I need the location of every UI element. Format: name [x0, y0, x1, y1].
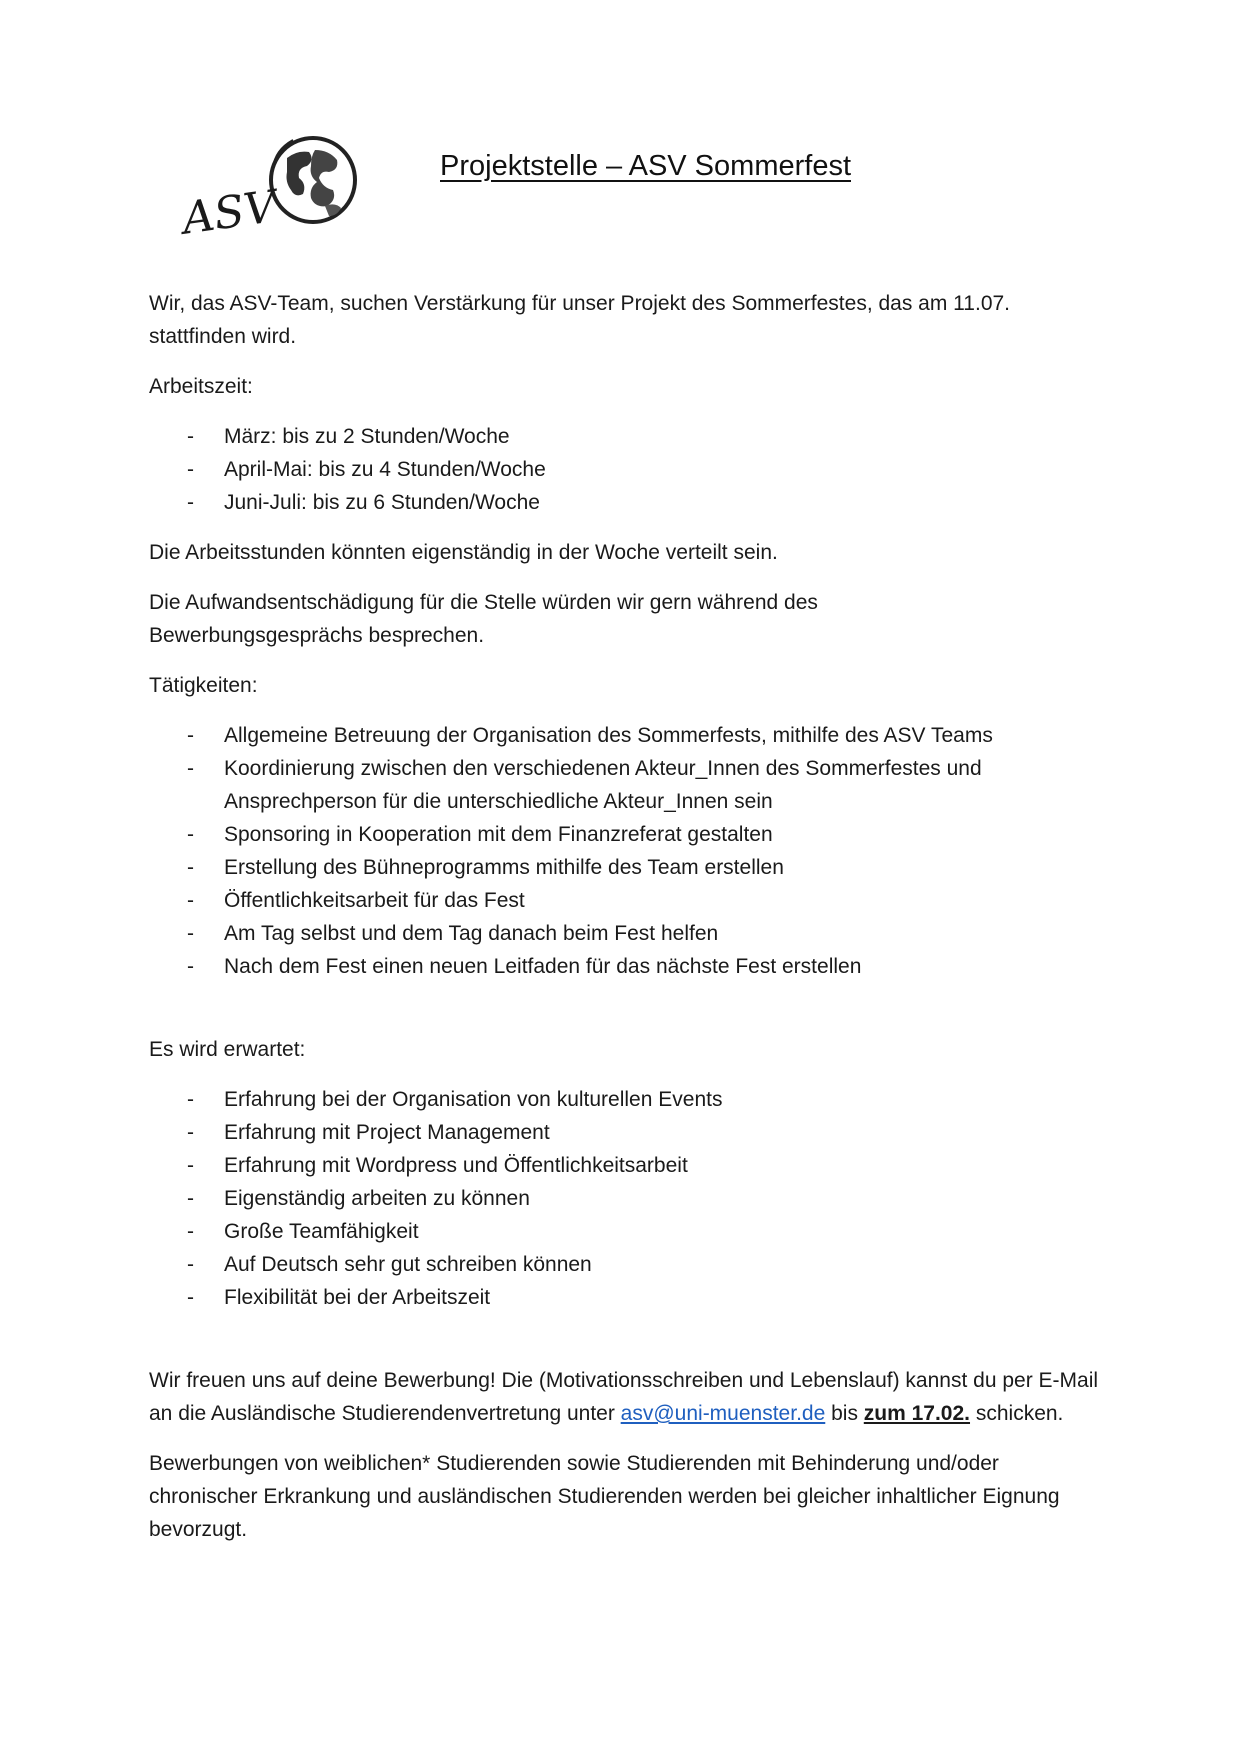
list-item: - Flexibilität bei der Arbeitszeit — [149, 1281, 1109, 1314]
list-item: - Nach dem Fest einen neuen Leitfaden für das nächste Fest erstellen — [149, 950, 1109, 983]
erwartet-heading: Es wird erwartet: — [149, 1038, 306, 1061]
taetigkeiten-list — [149, 719, 1109, 983]
list-item: - Öffentlichkeitsarbeit für das Fest — [149, 884, 1109, 917]
list-item: - Koordinierung zwischen den verschiedenen Akteur_Innen des Sommerfestes und Ansprechperson für die unterschiedliche Akteur_Innen sein — [149, 752, 1024, 818]
page-title: Projektstelle – ASV Sommerfest — [440, 150, 851, 182]
bewerbung-text: Wir freuen uns auf deine Bewerbung! Die (Motivationsschreiben und Lebenslauf) kannst du per E-Mail an die Ausländische Studierendenvertretung unter — [149, 1369, 1099, 1425]
arbeitsstunden-paragraph: Die Arbeitsstunden könnten eigenständig in der Woche verteilt sein. — [149, 541, 778, 564]
globe-icon — [271, 138, 355, 222]
list-item: - Große Teamfähigkeit — [149, 1215, 1109, 1248]
hinweis-paragraph: Bewerbungen von weiblichen* Studierenden sowie Studierenden mit Behinderung und/oder chronischer Erkrankung und ausländischen Studierenden werden bei gleicher inhaltlicher Eignung bevorzugt. — [149, 1452, 1060, 1541]
list-item: - Eigenständig arbeiten zu können — [149, 1182, 1109, 1215]
asv-logo — [175, 128, 375, 248]
erwartet-list — [149, 1083, 1109, 1314]
document-body — [149, 287, 1109, 1546]
bewerbung-text: bis — [825, 1402, 864, 1425]
list-item: - Juni-Juli: bis zu 6 Stunden/Woche — [149, 486, 1109, 519]
list-item: - Erfahrung mit Wordpress und Öffentlichkeitsarbeit — [149, 1149, 1109, 1182]
list-item: - Erstellung des Bühneprogramms mithilfe des Team erstellen — [149, 851, 1109, 884]
list-item: - Am Tag selbst und dem Tag danach beim Fest helfen — [149, 917, 1109, 950]
bewerbung-paragraph — [149, 1364, 1109, 1430]
taetigkeiten-heading: Tätigkeiten: — [149, 674, 258, 697]
arbeitszeit-heading: Arbeitszeit: — [149, 375, 253, 398]
list-item: - Auf Deutsch sehr gut schreiben können — [149, 1248, 1109, 1281]
deadline: zum 17.02. — [863, 1402, 971, 1425]
logo-text: ASV — [179, 181, 280, 245]
intro-paragraph: Wir, das ASV-Team, suchen Verstärkung für unser Projekt des Sommerfestes, das am 11.07. stattfinden wird. — [149, 292, 1011, 348]
list-item: - Erfahrung bei der Organisation von kulturellen Events — [149, 1083, 1109, 1116]
list-item: - Erfahrung mit Project Management — [149, 1116, 1109, 1149]
list-item: - Sponsoring in Kooperation mit dem Finanzreferat gestalten — [149, 818, 1109, 851]
arbeitszeit-list — [149, 420, 1109, 519]
bewerbung-text: schicken. — [970, 1402, 1064, 1425]
email-link[interactable]: asv@uni-muenster.de — [620, 1402, 826, 1425]
list-item: - Allgemeine Betreuung der Organisation des Sommerfests, mithilfe des ASV Teams — [149, 719, 1109, 752]
list-item: - März: bis zu 2 Stunden/Woche — [149, 420, 1109, 453]
list-item: - April-Mai: bis zu 4 Stunden/Woche — [149, 453, 1109, 486]
aufwand-paragraph: Die Aufwandsentschädigung für die Stelle würden wir gern während des Bewerbungsgesprächs besprechen. — [149, 591, 818, 647]
